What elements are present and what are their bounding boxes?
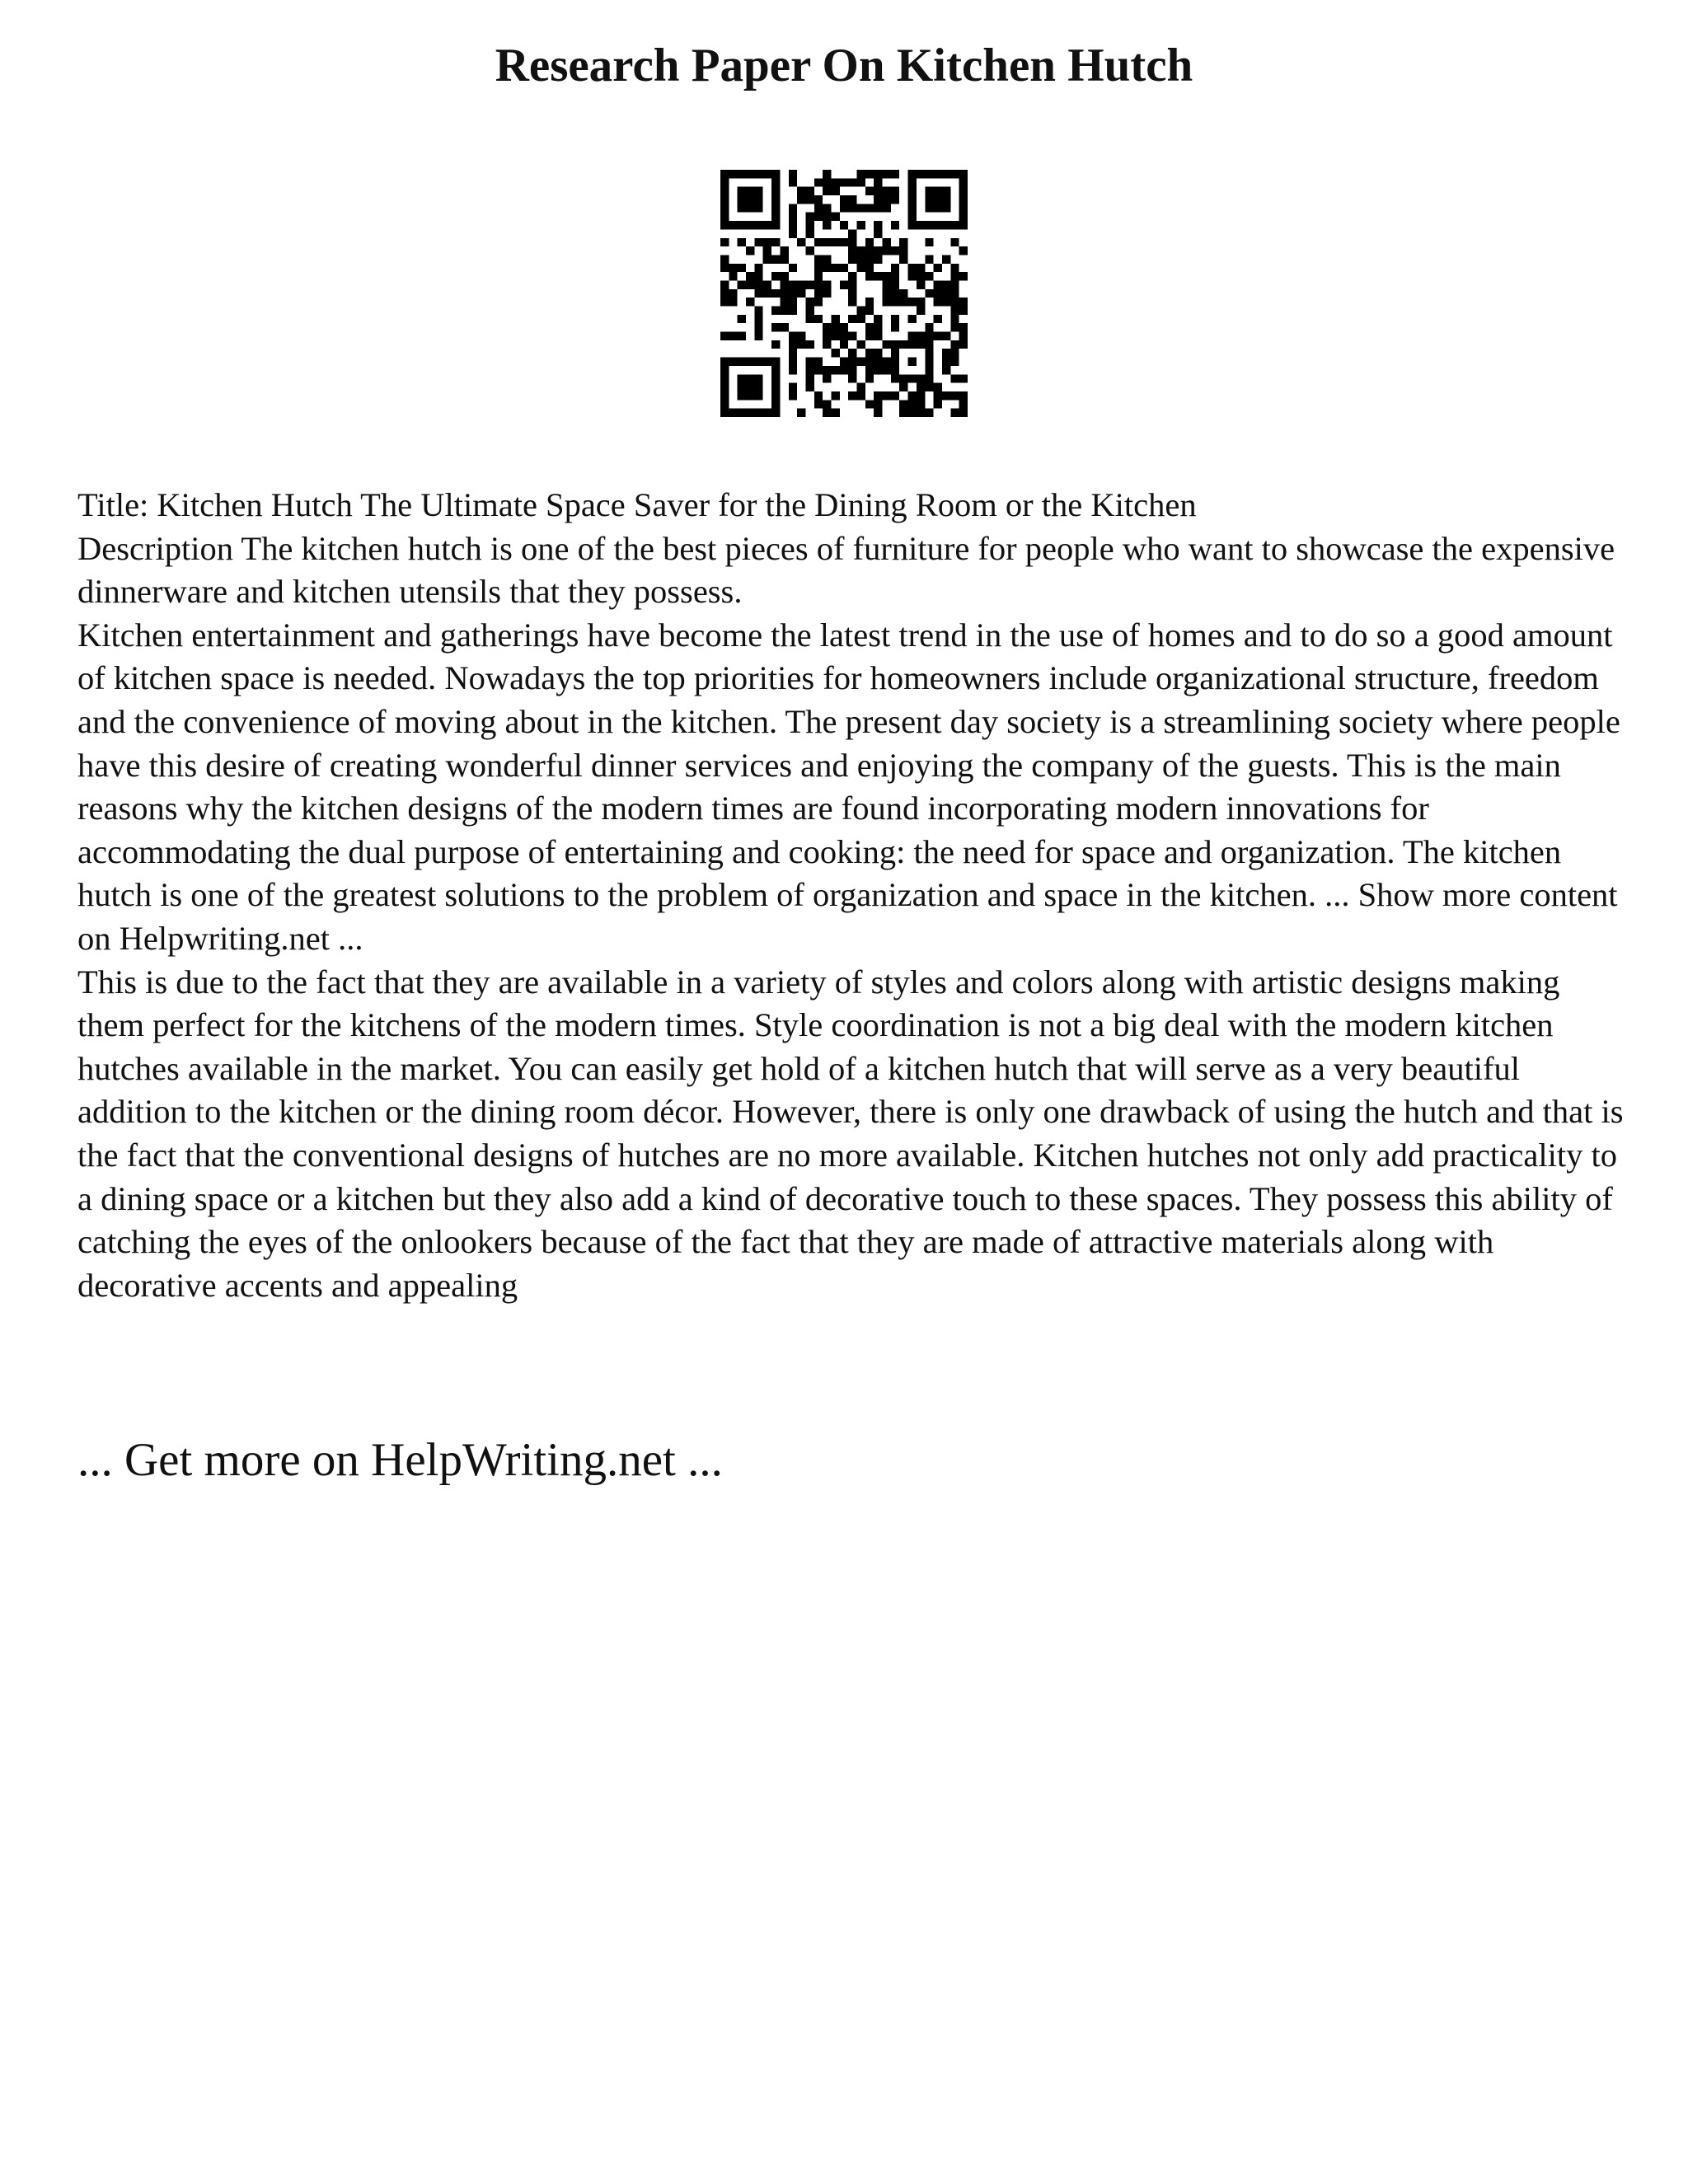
paragraph-continuation: This is due to the fact that they are available in a variety of styles and colors along with artistic designs making them perfect for the kitchens of the modern times. Style coordination is not a big deal with the modern kitchen hutches available in the market. You can easily get hold of a kitchen hutch that will serve as a very beautiful addition to the kitchen or the dining room décor. However, there is only one drawback of using the hutch and that is the fact that the conventional designs of hutches are no more available. Kitchen hutches not only add practicality to a dining space or a kitchen but they also add a kind of decorative touch to these spaces. They possess this ability of catching the eyes of the onlookers because of the fact that they are made of attractive materials along with decorative accents and appealing (77, 963, 1624, 1304)
qr-code-icon (720, 170, 968, 417)
document-body (77, 484, 1627, 1307)
paragraph-description: Description The kitchen hutch is one of the best pieces of furniture for people who want to showcase the expensive dinnerware and kitchen utensils that they possess. (77, 529, 1615, 611)
get-more-link[interactable]: ... Get more on HelpWriting.net ... (77, 1434, 723, 1486)
page-title: Research Paper On Kitchen Hutch (495, 40, 1193, 91)
paragraph-title-line: Title: Kitchen Hutch The Ultimate Space Saver for the Dining Room or the Kitchen (77, 486, 1197, 523)
paragraph-intro: Kitchen entertainment and gatherings have become the latest trend in the use of homes and to do so a good amount of kitchen space is needed. Nowadays the top priorities for homeowners include organizational structure, freedom and the convenience of moving about in the kitchen. The present day society is a streamlining society where people have this desire of creating wonderful dinner services and enjoying the company of the guests. This is the main reasons why the kitchen designs of the modern times are found incorporating modern innovations for accommodating the dual purpose of entertaining and cooking: the need for space and organization. The kitchen hutch is one of the greatest solutions to the problem of organization and space in the kitchen. ... Show more content on Helpwriting.net ... (77, 616, 1620, 957)
